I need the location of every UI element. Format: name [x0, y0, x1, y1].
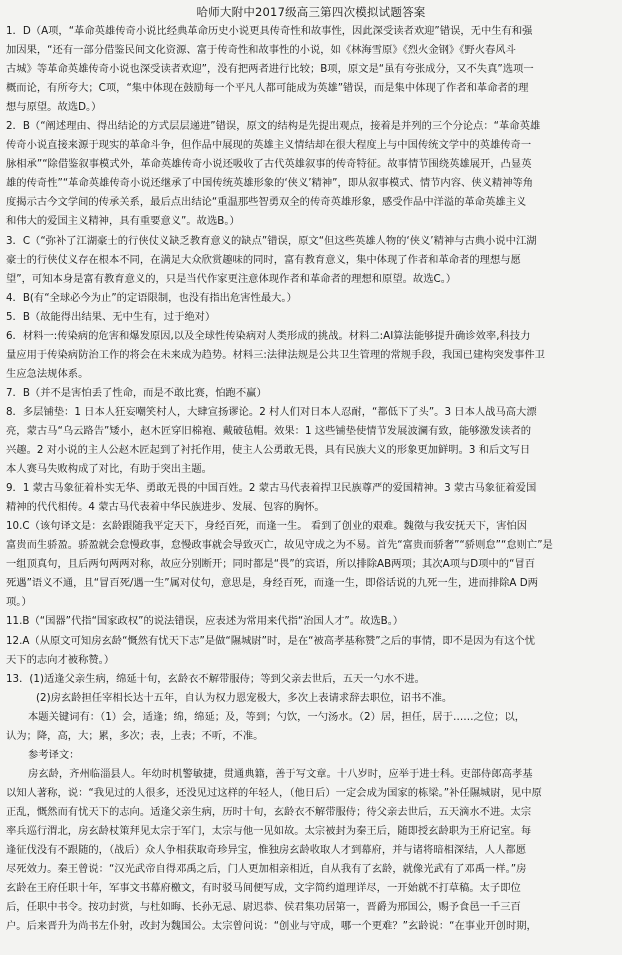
- text-line: 逢征伐没有不跟随的，（战后）众人争相获取奇珍异宝，惟独房玄龄收取人才到幕府，并与诸将暗相深结，人人都愿: [6, 844, 526, 857]
- document-title: 哈师大附中2017级高三第四次模拟试题答案: [196, 5, 426, 19]
- text-line: [6, 936, 616, 955]
- text-line: 一组顶真句，且后两句两两对称，故应分别断开；同时都是“畏”的宾语，所以排除AB两项；其次A项与D项中的“冒百: [6, 558, 536, 571]
- text-line: (2)房玄龄担任宰相长达十五年，自认为权力恩宠极大，多次上表请求辞去职位，诏书不准。: [36, 691, 453, 704]
- text-line: 脉相承”“除借鉴叙事模式外，革命英雄传奇小说还吸收了古代英雄叙事的传奇特征。故事情节围绕英雄展开，凸显英: [6, 158, 532, 171]
- text-line: 富贵而生骄盈。骄盈就会怠慢政事，怠慢政事就会导致灭亡，故见守成之为不易。首先“富贵而骄奢”“骄则怠”“怠则亡”是: [6, 539, 553, 552]
- text-line: 5．B（故能得出结果、无中生有，过于绝对）: [6, 310, 216, 323]
- text-line: 度揭示古今文学间的传承关系，最后点出结论“重温那些智勇双全的传奇英雄形象，感受作品中洋溢的革命英雄主义: [6, 196, 527, 209]
- text-line: 亮，蒙古马“乌云路告”矮小，赵木匠穿旧棉袍、戴破毡帽。效果：1 这些铺垫使情节发展波澜有致，能够激发读者的: [6, 424, 532, 437]
- text-line: 13．(1)适逢父亲生病，绵延十旬，玄龄衣不解带服侍；等到父亲去世后，五天一勺水不进。: [6, 672, 425, 685]
- text-line: 精神的代代相传。4 蒙古马代表着中华民族进步、发展、包容的胸怀。: [6, 501, 325, 514]
- text-line: 12.A（从原文可知房玄龄“慨然有忧天下志”是做“隰城尉”时，是在“被高孝基称赞”之后的事情，即不是因为有这个忧: [6, 634, 536, 647]
- text-line: 1．D（A项，“革命英雄传奇小说比经典革命历史小说更具传奇性和故事性，因此深受读者欢迎”错误，无中生有和强: [6, 25, 533, 37]
- text-line: 8．多层铺垫：1 日本人狂妄嘲笑村人，大肆宣扬谬论。2 村人们对日本人忍耐，“都低下了头”。3 日本人战马高大漂: [6, 405, 537, 418]
- document-body: [6, 22, 616, 955]
- text-line: 生应急法规体系。: [6, 367, 89, 380]
- text-line: 后，任职中书令。按功封赏，与杜如晦、长孙无忌、尉迟恭、侯君集功居第一，晋爵为邢国公，赐予食邑一千三百: [6, 901, 521, 914]
- text-line: 6．材料一:传染病的危害和爆发原因,以及全球性传染病对人类形成的挑战。材料二:AI算法能够提升确诊效率,科技力: [6, 329, 531, 342]
- text-line: 7．B（并不是害怕丢了性命，而是不敢比赛，怕跑不赢）: [6, 386, 267, 399]
- text-line: 概而论，有所夸大；C项，“集中体现在鼓励每一个平凡人都可能成为英雄”错误，而是集中体现了作者和革命者的理: [6, 82, 529, 95]
- text-line: 加因果，“还有一部分借鉴民间文化资源、富于传奇性和故事性的小说，如《林海雪原》《烈火金钢》《野火春风斗: [6, 44, 516, 57]
- text-line: 2．B（“阐述理由、得出结论的方式层层递进”错误，原文的结构是先提出观点，接着是并列的三个分论点：“革命英雄: [6, 120, 541, 133]
- text-line: 玄龄在王府任职十年，军事文书幕府檄文，有时驳马间便写成，文字简约道理详尽，一开始就不打草稿。太子即位: [6, 882, 521, 895]
- text-line: 3．C（“弥补了江湖豪士的行侠仗义缺乏教育意义的缺点”错误，原文“但这些英雄人物的‘侠义’精神与古典小说中江湖: [6, 234, 537, 247]
- text-line: 房玄龄，齐州临淄县人。年幼时机警敏捷，贯通典籍，善于写文章。十八岁时，应举于进士科。吏部侍郎高孝基: [28, 767, 533, 780]
- text-line: 以知人著称，说：“我见过的人很多，还没见过这样的年轻人，（他日后）一定会成为国家的栋梁。”补任隰城尉，见中原: [6, 786, 542, 799]
- text-line: 户。后来晋升为尚书左仆射，改封为魏国公。太宗曾问说：“创业与守成，哪一个更难？”玄龄说：“在事业开创时期，: [6, 920, 537, 933]
- text-line: 想与原望。故选D。）: [6, 101, 102, 114]
- text-line: 参考译文：: [28, 748, 80, 761]
- text-line: 和伟大的爱国主义精神，具有重要意义”。故选B。）: [6, 215, 240, 228]
- text-line: 死遇”语义不通，且“冒百死/遇一生”属对仗句，意思是，身经百死，而逢一生，即俗话说的九死一生，进而排除A D两: [6, 577, 538, 590]
- text-line: 量应用于传染病防治工作的将会在未来成为趋势。材料三:法律法规是公共卫生管理的常规手段，我国已建构突发事件卫: [6, 348, 545, 361]
- text-line: 古城》等革命英雄传奇小说也深受读者欢迎”，没有把两者进行比较；B项，原文是“虽有夸张成分，又不失真”选项一: [6, 63, 534, 76]
- text-line: 正乱，慨然而有忧天下的志向。适逢父亲生病，历时十旬，玄龄衣不解带服侍；待父亲去世后，五天滴水不进。太宗: [6, 805, 532, 818]
- text-line: 传奇小说直接来源于现实的革命斗争，但作品中展现的英雄主义情结却在很大程度上与中国传统文学中的英雄传奇一: [6, 139, 532, 152]
- text-line: 4．B(有“全球必今为止”的定语限制，也没有指出危害性最大。）: [6, 291, 297, 304]
- text-line: 本题关键词有：（1）会，适逢；绵，绵延；及，等到；勺饮，一勺汤水。（2）居，担任，居于……之位；以，: [28, 710, 526, 723]
- text-line: 本人赛马失败构成了对比，有助于突出主题。: [6, 463, 212, 476]
- text-line: 11.B（“国器”代指“国家政权”的说法错误，应表述为常用来代指“治国人才”。故选B。）: [6, 615, 404, 628]
- text-line: 9．1 蒙古马象征着朴实无华、勇敢无畏的中国百姓。2 蒙古马代表着捍卫民族尊严的爱国精神。3 蒙古马象征着爱国: [6, 482, 537, 495]
- text-line: 项。）: [6, 596, 32, 609]
- text-line: 认为；降，高，大；累，多次；表，上表；不听，不准。: [6, 729, 264, 742]
- text-line: 兴趣。2 对小说的主人公赵木匠起到了衬托作用，使主人公勇敢无畏，具有民族大义的形象更加鲜明。3 和后文写日: [6, 444, 531, 457]
- text-line: 豪士的行侠仗义存在根本不同，在满足大众欣赏趣味的同时，富有教育意义，集中体现了作者和革命者的理想与愿: [6, 253, 521, 266]
- text-line: 10.C（该句译文是：玄龄跟随我平定天下，身经百死，而逢一生。 看到了创业的艰难。魏徵与我安抚天下，害怕因: [6, 520, 528, 533]
- text-line: 雄的传奇性”“革命英雄传奇小说还继承了中国传统英雄形象的‘侠义’精神”，即从叙事模式、情节内容、侠义精神等角: [6, 177, 534, 190]
- text-line: 望”，可知本身是富有教育意义的，只是当代作家更注意体现作者和革命者的理想和原望。故选C。）: [6, 272, 457, 285]
- text-line: 尽死效力。秦王曾说：“汉光武帝自得邓禹之后，门人更加相亲相近，自从我有了玄龄，就像光武有了邓禹一样。”房: [6, 863, 527, 876]
- text-line: 天下的志向才被称赞。）: [6, 653, 115, 666]
- text-line: 率兵巡行渭北，房玄龄杖策拜见太宗于军门，太宗与他一见如故。太宗被封为秦王后，随即授玄龄职为王府记室。每: [6, 824, 532, 837]
